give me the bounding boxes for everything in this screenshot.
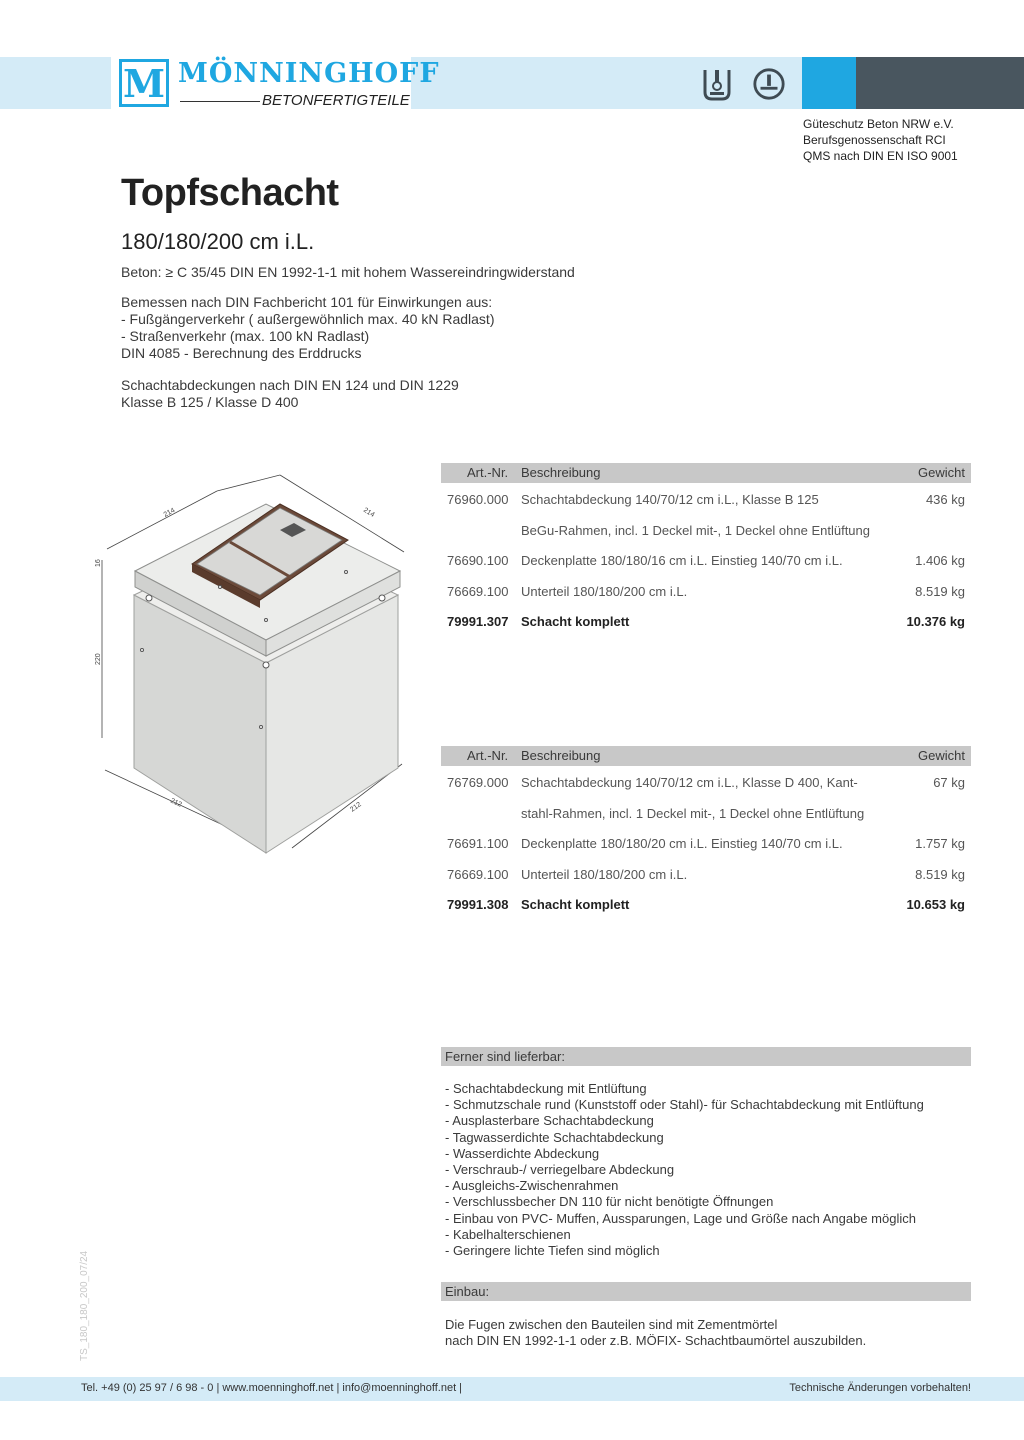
cover-spec <box>121 377 459 411</box>
cover-line: Schachtabdeckungen nach DIN EN 124 und DIN 1229 <box>121 377 459 393</box>
table-total-row <box>441 888 971 919</box>
guetezeichen-icon <box>700 66 734 102</box>
dimension-label: 220 <box>95 653 102 665</box>
table-row <box>441 575 971 606</box>
table-row <box>441 797 971 828</box>
parts-table-d400 <box>441 746 971 919</box>
logo-divider <box>180 101 260 102</box>
product-subtitle: 180/180/200 cm i.L. <box>121 229 315 254</box>
list-item: - Kabelhalterschienen <box>445 1226 571 1242</box>
description: BeGu-Rahmen, incl. 1 Deckel mit-, 1 Deckel ohne Entlüftung <box>521 522 871 538</box>
document-code: TS_180_180_200_07/24 <box>79 1250 90 1361</box>
dimension-label: 214 <box>162 507 177 519</box>
description: Schacht komplett <box>521 897 630 912</box>
list-item: - Tagwasserdichte Schachtabdeckung <box>445 1129 664 1145</box>
table-row <box>441 827 971 858</box>
weight: 67 kg <box>933 775 965 790</box>
weight: 8.519 kg <box>915 583 965 599</box>
footer-note: Technische Änderungen vorbehalten! <box>789 1382 971 1394</box>
footer <box>0 1377 1024 1401</box>
table-row <box>441 858 971 889</box>
art-nr: 76669.100 <box>447 866 509 882</box>
installation-line: Die Fugen zwischen den Bauteilen sind mit Zementmörtel <box>445 1317 778 1332</box>
weight: 436 kg <box>925 492 965 507</box>
art-nr: 79991.307 <box>447 614 509 629</box>
header-dark-block <box>856 57 1024 109</box>
design-line: - Straßenverkehr (max. 100 kN Radlast) <box>121 328 370 344</box>
weight: 10.653 kg <box>906 897 965 912</box>
weight: 10.376 kg <box>906 614 965 629</box>
description: Deckenplatte 180/180/20 cm i.L. Einstieg 140/70 cm i.L. <box>521 836 843 851</box>
concrete-spec: Beton: ≥ C 35/45 DIN EN 1992-1-1 mit hohem Wassereindringwiderstand <box>121 264 575 280</box>
certification-line: Berufsgenossenschaft RCI <box>803 133 946 147</box>
design-line: - Fußgängerverkehr ( außergewöhnlich max. 40 kN Radlast) <box>121 311 495 327</box>
list-item: - Ausplasterbare Schachtabdeckung <box>445 1113 654 1129</box>
dimension-label: 214 <box>361 506 376 519</box>
art-nr: 76690.100 <box>447 553 509 568</box>
art-nr: 76769.000 <box>447 775 509 790</box>
list-item: - Schachtabdeckung mit Entlüftung <box>445 1081 647 1096</box>
table-row <box>441 514 971 545</box>
dimension-label: 212 <box>169 797 183 809</box>
certification-line: Güteschutz Beton NRW e.V. <box>803 117 954 131</box>
installation-line: nach DIN EN 1992-1-1 oder z.B. MÖFIX- Schachtbaumörtel auszubilden. <box>445 1333 867 1348</box>
table-header <box>441 463 971 483</box>
header-art-nr: Art.-Nr. <box>467 465 509 480</box>
footer-contact: Tel. +49 (0) 25 97 / 6 98 - 0 | www.moenninghoff.net | info@moenninghoff.net | <box>81 1382 463 1394</box>
list-item: - Ausgleichs-Zwischenrahmen <box>445 1178 619 1194</box>
design-line: DIN 4085 - Berechnung des Erddrucks <box>121 345 362 361</box>
design-line: Bemessen nach DIN Fachbericht 101 für Einwirkungen aus: <box>121 294 493 310</box>
shaft-drawing <box>80 468 420 858</box>
art-nr: 76691.100 <box>447 836 509 851</box>
art-nr: 79991.308 <box>447 897 509 912</box>
description: stahl-Rahmen, incl. 1 Deckel mit-, 1 Deckel ohne Entlüftung <box>521 805 865 821</box>
weight: 1.406 kg <box>915 553 965 568</box>
weight: 8.519 kg <box>915 866 965 882</box>
dimension-label: 212 <box>349 801 363 814</box>
header-weight: Gewicht <box>918 465 965 480</box>
header-description: Beschreibung <box>521 465 601 480</box>
list-item: - Geringere lichte Tiefen sind möglich <box>445 1243 660 1259</box>
table-row <box>441 766 971 797</box>
description: Unterteil 180/180/200 cm i.L. <box>521 583 688 599</box>
parts-table-b125 <box>441 463 971 636</box>
installation-heading: Einbau: <box>445 1284 490 1299</box>
list-item: - Schmutzschale rund (Kunststoff oder Stahl)- für Schachtabdeckung mit Entlüftung <box>445 1097 924 1113</box>
certifications <box>803 116 958 164</box>
table-total-row <box>441 605 971 636</box>
header-art-nr: Art.-Nr. <box>467 748 509 763</box>
extras-heading: Ferner sind lieferbar: <box>445 1049 565 1064</box>
description: Unterteil 180/180/200 cm i.L. <box>521 866 688 882</box>
table-header <box>441 746 971 766</box>
description: Schachtabdeckung 140/70/12 cm i.L., Klasse D 400, Kant- <box>521 775 858 790</box>
product-title: Topfschacht <box>121 172 339 214</box>
list-item: - Einbau von PVC- Muffen, Aussparungen, Lage und Größe nach Angabe möglich <box>445 1210 916 1226</box>
company-subtitle: BETONFERTIGTEILE <box>262 92 410 109</box>
header-description: Beschreibung <box>521 748 601 763</box>
qualitaetssiegel-icon <box>752 66 786 102</box>
dimension-label: 16 <box>95 559 102 567</box>
installation-heading-bar <box>441 1282 971 1301</box>
header-accent-block <box>802 57 856 109</box>
art-nr: 76669.100 <box>447 583 509 599</box>
design-spec <box>121 294 495 362</box>
header-weight: Gewicht <box>918 748 965 763</box>
description: Schachtabdeckung 140/70/12 cm i.L., Klasse B 125 <box>521 492 819 507</box>
table-row <box>441 483 971 514</box>
weight: 1.757 kg <box>915 836 965 851</box>
table-row <box>441 544 971 575</box>
art-nr: 76960.000 <box>447 492 509 507</box>
logo-letter: M <box>122 61 166 106</box>
list-item: - Verschraub-/ verriegelbare Abdeckung <box>445 1162 675 1178</box>
description: Schacht komplett <box>521 614 630 629</box>
company-name: MÖNNINGHOFF <box>178 58 440 89</box>
logo-mark <box>119 59 169 107</box>
certification-line: QMS nach DIN EN ISO 9001 <box>803 149 958 163</box>
cover-line: Klasse B 125 / Klasse D 400 <box>121 394 299 410</box>
list-item: - Wasserdichte Abdeckung <box>445 1145 600 1161</box>
list-item: - Verschlussbecher DN 110 für nicht benötigte Öffnungen <box>445 1194 774 1210</box>
extras-heading-bar <box>441 1047 971 1066</box>
installation-text <box>445 1317 866 1349</box>
description: Deckenplatte 180/180/16 cm i.L. Einstieg 140/70 cm i.L. <box>521 553 843 568</box>
extras-list <box>445 1081 924 1259</box>
